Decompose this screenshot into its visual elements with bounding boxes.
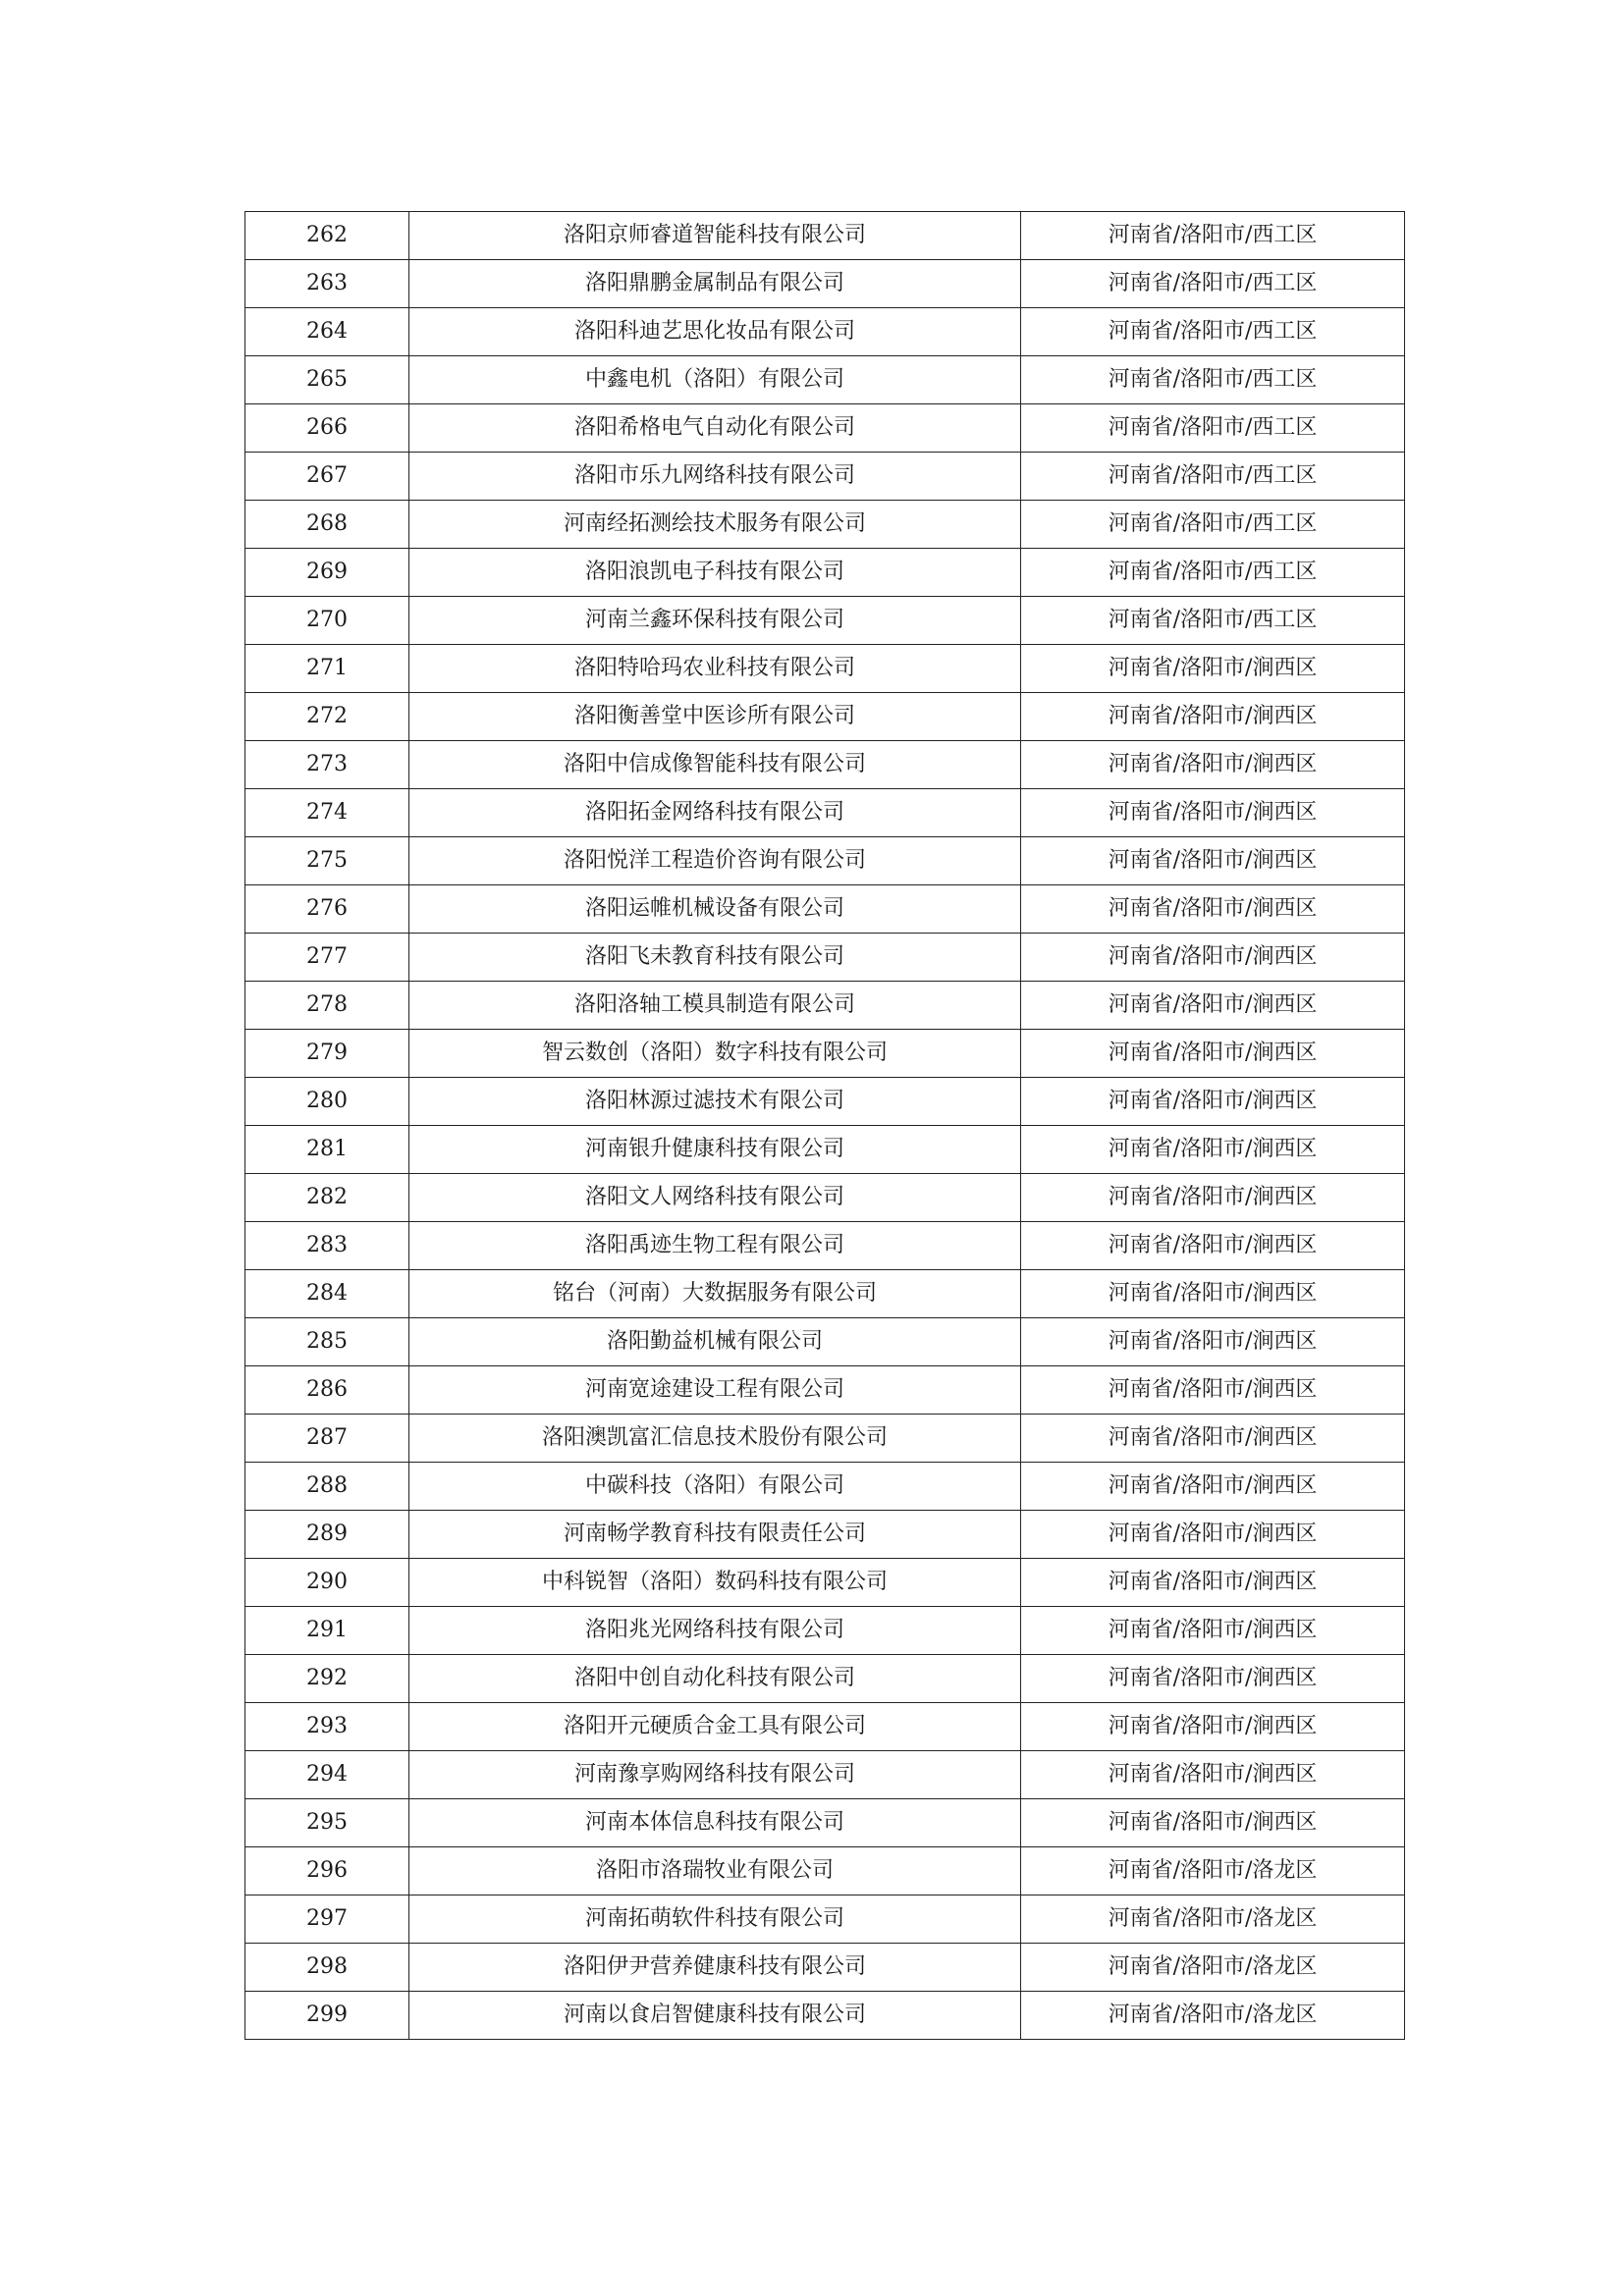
row-number-cell: 266 bbox=[245, 404, 409, 453]
row-number-cell: 284 bbox=[245, 1270, 409, 1318]
row-number-cell: 272 bbox=[245, 693, 409, 741]
location-cell: 河南省/洛阳市/涧西区 bbox=[1021, 885, 1405, 934]
row-number-cell: 297 bbox=[245, 1896, 409, 1944]
table-row bbox=[245, 934, 1405, 982]
location-cell: 河南省/洛阳市/涧西区 bbox=[1021, 1174, 1405, 1222]
location-cell: 河南省/洛阳市/西工区 bbox=[1021, 404, 1405, 453]
table-row bbox=[245, 1896, 1405, 1944]
company-name-cell: 洛阳文人网络科技有限公司 bbox=[409, 1174, 1021, 1222]
table-row bbox=[245, 260, 1405, 308]
row-number-cell: 264 bbox=[245, 308, 409, 356]
row-number-cell: 292 bbox=[245, 1655, 409, 1703]
row-number-cell: 295 bbox=[245, 1799, 409, 1847]
table-row bbox=[245, 1078, 1405, 1126]
location-cell: 河南省/洛阳市/涧西区 bbox=[1021, 693, 1405, 741]
location-cell: 河南省/洛阳市/西工区 bbox=[1021, 260, 1405, 308]
table-row bbox=[245, 1030, 1405, 1078]
company-name-cell: 中碳科技（洛阳）有限公司 bbox=[409, 1463, 1021, 1511]
row-number-cell: 291 bbox=[245, 1607, 409, 1655]
location-cell: 河南省/洛阳市/涧西区 bbox=[1021, 1751, 1405, 1799]
location-cell: 河南省/洛阳市/涧西区 bbox=[1021, 645, 1405, 693]
location-cell: 河南省/洛阳市/洛龙区 bbox=[1021, 1992, 1405, 2040]
company-name-cell: 洛阳运帷机械设备有限公司 bbox=[409, 885, 1021, 934]
table-row bbox=[245, 1222, 1405, 1270]
company-name-cell: 洛阳悦洋工程造价咨询有限公司 bbox=[409, 837, 1021, 885]
table-row bbox=[245, 1703, 1405, 1751]
location-cell: 河南省/洛阳市/涧西区 bbox=[1021, 982, 1405, 1030]
row-number-cell: 273 bbox=[245, 741, 409, 789]
row-number-cell: 269 bbox=[245, 549, 409, 597]
location-cell: 河南省/洛阳市/西工区 bbox=[1021, 308, 1405, 356]
location-cell: 河南省/洛阳市/涧西区 bbox=[1021, 1463, 1405, 1511]
location-cell: 河南省/洛阳市/涧西区 bbox=[1021, 1030, 1405, 1078]
table-row bbox=[245, 1799, 1405, 1847]
company-name-cell: 洛阳鼎鹏金属制品有限公司 bbox=[409, 260, 1021, 308]
table-row bbox=[245, 885, 1405, 934]
table-row bbox=[245, 1366, 1405, 1415]
company-name-cell: 洛阳开元硬质合金工具有限公司 bbox=[409, 1703, 1021, 1751]
document-page bbox=[244, 211, 1404, 2040]
row-number-cell: 277 bbox=[245, 934, 409, 982]
location-cell: 河南省/洛阳市/涧西区 bbox=[1021, 1222, 1405, 1270]
table-row bbox=[245, 1751, 1405, 1799]
table-row bbox=[245, 1847, 1405, 1896]
table-row bbox=[245, 212, 1405, 260]
company-name-cell: 洛阳京师睿道智能科技有限公司 bbox=[409, 212, 1021, 260]
company-name-cell: 智云数创（洛阳）数字科技有限公司 bbox=[409, 1030, 1021, 1078]
location-cell: 河南省/洛阳市/洛龙区 bbox=[1021, 1847, 1405, 1896]
row-number-cell: 289 bbox=[245, 1511, 409, 1559]
table-row bbox=[245, 982, 1405, 1030]
table-row bbox=[245, 645, 1405, 693]
company-name-cell: 河南畅学教育科技有限责任公司 bbox=[409, 1511, 1021, 1559]
location-cell: 河南省/洛阳市/西工区 bbox=[1021, 597, 1405, 645]
location-cell: 河南省/洛阳市/洛龙区 bbox=[1021, 1896, 1405, 1944]
row-number-cell: 281 bbox=[245, 1126, 409, 1174]
location-cell: 河南省/洛阳市/涧西区 bbox=[1021, 1126, 1405, 1174]
row-number-cell: 280 bbox=[245, 1078, 409, 1126]
row-number-cell: 299 bbox=[245, 1992, 409, 2040]
company-name-cell: 洛阳林源过滤技术有限公司 bbox=[409, 1078, 1021, 1126]
company-name-cell: 河南宽途建设工程有限公司 bbox=[409, 1366, 1021, 1415]
row-number-cell: 298 bbox=[245, 1944, 409, 1992]
table-row bbox=[245, 1607, 1405, 1655]
company-name-cell: 洛阳伊尹营养健康科技有限公司 bbox=[409, 1944, 1021, 1992]
location-cell: 河南省/洛阳市/西工区 bbox=[1021, 501, 1405, 549]
location-cell: 河南省/洛阳市/涧西区 bbox=[1021, 1703, 1405, 1751]
location-cell: 河南省/洛阳市/涧西区 bbox=[1021, 1799, 1405, 1847]
table-row bbox=[245, 1270, 1405, 1318]
location-cell: 河南省/洛阳市/洛龙区 bbox=[1021, 1944, 1405, 1992]
table-row bbox=[245, 1174, 1405, 1222]
location-cell: 河南省/洛阳市/涧西区 bbox=[1021, 1511, 1405, 1559]
table-row bbox=[245, 1944, 1405, 1992]
table-row bbox=[245, 1415, 1405, 1463]
company-name-cell: 中鑫电机（洛阳）有限公司 bbox=[409, 356, 1021, 404]
row-number-cell: 263 bbox=[245, 260, 409, 308]
row-number-cell: 271 bbox=[245, 645, 409, 693]
company-name-cell: 洛阳澳凯富汇信息技术股份有限公司 bbox=[409, 1415, 1021, 1463]
company-name-cell: 河南经拓测绘技术服务有限公司 bbox=[409, 501, 1021, 549]
location-cell: 河南省/洛阳市/涧西区 bbox=[1021, 1559, 1405, 1607]
row-number-cell: 283 bbox=[245, 1222, 409, 1270]
row-number-cell: 265 bbox=[245, 356, 409, 404]
company-name-cell: 河南兰鑫环保科技有限公司 bbox=[409, 597, 1021, 645]
table-row bbox=[245, 1126, 1405, 1174]
row-number-cell: 279 bbox=[245, 1030, 409, 1078]
table-row bbox=[245, 1463, 1405, 1511]
row-number-cell: 288 bbox=[245, 1463, 409, 1511]
table-row bbox=[245, 597, 1405, 645]
location-cell: 河南省/洛阳市/西工区 bbox=[1021, 356, 1405, 404]
row-number-cell: 274 bbox=[245, 789, 409, 837]
row-number-cell: 282 bbox=[245, 1174, 409, 1222]
row-number-cell: 275 bbox=[245, 837, 409, 885]
row-number-cell: 270 bbox=[245, 597, 409, 645]
company-name-cell: 洛阳洛轴工模具制造有限公司 bbox=[409, 982, 1021, 1030]
table-row bbox=[245, 501, 1405, 549]
location-cell: 河南省/洛阳市/西工区 bbox=[1021, 549, 1405, 597]
company-name-cell: 河南拓萌软件科技有限公司 bbox=[409, 1896, 1021, 1944]
row-number-cell: 267 bbox=[245, 453, 409, 501]
table-row bbox=[245, 1318, 1405, 1366]
row-number-cell: 287 bbox=[245, 1415, 409, 1463]
company-name-cell: 河南豫享购网络科技有限公司 bbox=[409, 1751, 1021, 1799]
company-name-cell: 洛阳特哈玛农业科技有限公司 bbox=[409, 645, 1021, 693]
location-cell: 河南省/洛阳市/涧西区 bbox=[1021, 1318, 1405, 1366]
row-number-cell: 290 bbox=[245, 1559, 409, 1607]
row-number-cell: 276 bbox=[245, 885, 409, 934]
location-cell: 河南省/洛阳市/西工区 bbox=[1021, 212, 1405, 260]
company-name-cell: 铭台（河南）大数据服务有限公司 bbox=[409, 1270, 1021, 1318]
location-cell: 河南省/洛阳市/涧西区 bbox=[1021, 1655, 1405, 1703]
table-row bbox=[245, 1655, 1405, 1703]
company-name-cell: 河南银升健康科技有限公司 bbox=[409, 1126, 1021, 1174]
location-cell: 河南省/洛阳市/涧西区 bbox=[1021, 1270, 1405, 1318]
location-cell: 河南省/洛阳市/涧西区 bbox=[1021, 934, 1405, 982]
location-cell: 河南省/洛阳市/西工区 bbox=[1021, 453, 1405, 501]
table-row bbox=[245, 789, 1405, 837]
company-name-cell: 中科锐智（洛阳）数码科技有限公司 bbox=[409, 1559, 1021, 1607]
company-name-cell: 洛阳勤益机械有限公司 bbox=[409, 1318, 1021, 1366]
row-number-cell: 278 bbox=[245, 982, 409, 1030]
row-number-cell: 293 bbox=[245, 1703, 409, 1751]
row-number-cell: 285 bbox=[245, 1318, 409, 1366]
company-name-cell: 洛阳科迪艺思化妆品有限公司 bbox=[409, 308, 1021, 356]
location-cell: 河南省/洛阳市/涧西区 bbox=[1021, 1607, 1405, 1655]
company-name-cell: 洛阳浪凯电子科技有限公司 bbox=[409, 549, 1021, 597]
table-row bbox=[245, 453, 1405, 501]
row-number-cell: 268 bbox=[245, 501, 409, 549]
row-number-cell: 296 bbox=[245, 1847, 409, 1896]
table-row bbox=[245, 741, 1405, 789]
table-row bbox=[245, 1559, 1405, 1607]
company-name-cell: 洛阳希格电气自动化有限公司 bbox=[409, 404, 1021, 453]
company-name-cell: 洛阳中创自动化科技有限公司 bbox=[409, 1655, 1021, 1703]
company-name-cell: 洛阳中信成像智能科技有限公司 bbox=[409, 741, 1021, 789]
location-cell: 河南省/洛阳市/涧西区 bbox=[1021, 1078, 1405, 1126]
table-row bbox=[245, 549, 1405, 597]
table-row bbox=[245, 356, 1405, 404]
table-row bbox=[245, 308, 1405, 356]
table-row bbox=[245, 693, 1405, 741]
location-cell: 河南省/洛阳市/涧西区 bbox=[1021, 1366, 1405, 1415]
table-row bbox=[245, 404, 1405, 453]
company-name-cell: 洛阳市洛瑞牧业有限公司 bbox=[409, 1847, 1021, 1896]
company-name-cell: 洛阳市乐九网络科技有限公司 bbox=[409, 453, 1021, 501]
row-number-cell: 294 bbox=[245, 1751, 409, 1799]
company-name-cell: 洛阳兆光网络科技有限公司 bbox=[409, 1607, 1021, 1655]
company-table bbox=[244, 211, 1405, 2040]
table-row bbox=[245, 1992, 1405, 2040]
location-cell: 河南省/洛阳市/涧西区 bbox=[1021, 1415, 1405, 1463]
company-name-cell: 洛阳拓金网络科技有限公司 bbox=[409, 789, 1021, 837]
table-row bbox=[245, 1511, 1405, 1559]
row-number-cell: 262 bbox=[245, 212, 409, 260]
location-cell: 河南省/洛阳市/涧西区 bbox=[1021, 837, 1405, 885]
table-row bbox=[245, 837, 1405, 885]
company-table-body bbox=[245, 212, 1405, 2040]
company-name-cell: 河南以食启智健康科技有限公司 bbox=[409, 1992, 1021, 2040]
company-name-cell: 河南本体信息科技有限公司 bbox=[409, 1799, 1021, 1847]
company-name-cell: 洛阳禹迹生物工程有限公司 bbox=[409, 1222, 1021, 1270]
row-number-cell: 286 bbox=[245, 1366, 409, 1415]
location-cell: 河南省/洛阳市/涧西区 bbox=[1021, 789, 1405, 837]
location-cell: 河南省/洛阳市/涧西区 bbox=[1021, 741, 1405, 789]
company-name-cell: 洛阳衡善堂中医诊所有限公司 bbox=[409, 693, 1021, 741]
company-name-cell: 洛阳飞未教育科技有限公司 bbox=[409, 934, 1021, 982]
